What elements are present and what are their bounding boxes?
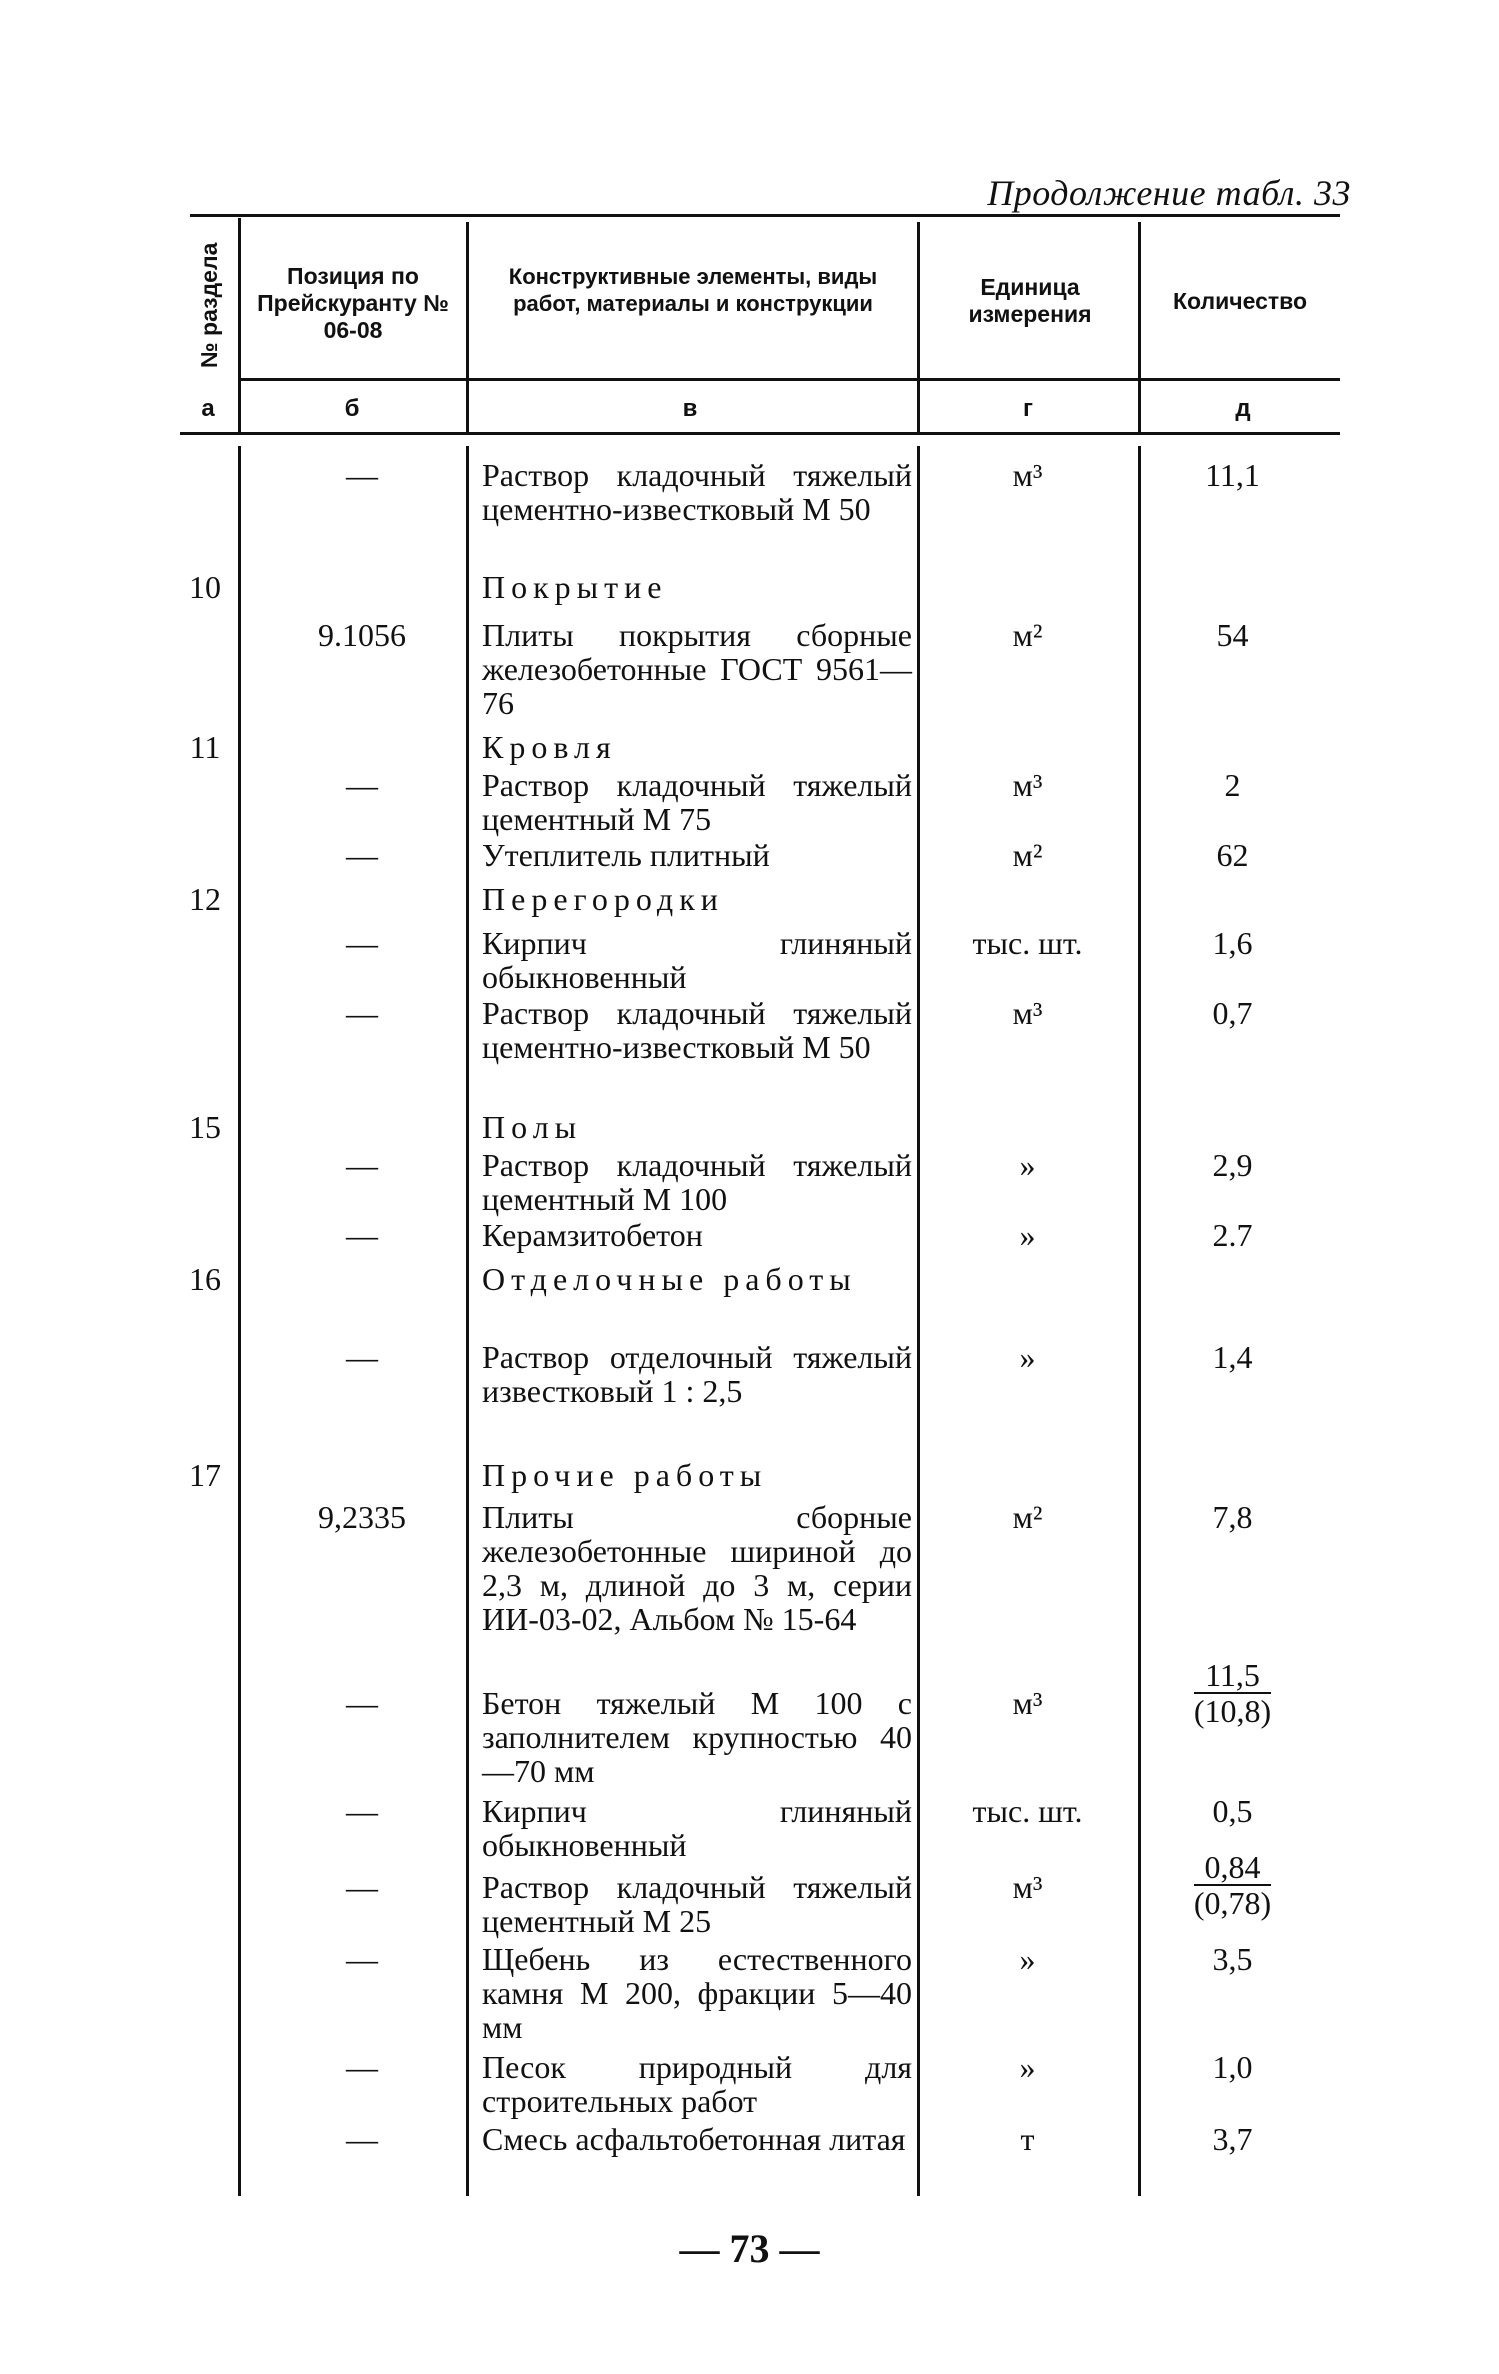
quantity: 54: [1216, 617, 1249, 653]
unit: м³: [1012, 767, 1043, 803]
unit: м³: [1012, 1869, 1043, 1905]
price-position: —: [346, 995, 378, 1031]
quantity: 3,7: [1212, 2121, 1253, 2157]
column-letter-d: г: [1023, 395, 1033, 422]
section-title: Перегородки: [482, 881, 724, 917]
quantity: 2: [1224, 767, 1241, 803]
item-description: Раствор отделочный тяжелый известковый 1 : 2,5: [482, 1339, 912, 1409]
section-title: Кровля: [482, 729, 617, 765]
section-number: 17: [189, 1457, 221, 1493]
body-divider-2: [466, 446, 469, 2196]
item-description: Раствор кладочный тяжелый цементно-известковый М 50: [482, 995, 912, 1065]
price-position: 9.1056: [318, 617, 406, 653]
quantity: 11,1: [1205, 457, 1260, 493]
quantity-numerator: 11,5: [1194, 1658, 1271, 1694]
unit: »: [1019, 2049, 1036, 2085]
section-number: 15: [189, 1109, 221, 1145]
quantity: 1,6: [1212, 925, 1253, 961]
unit: м²: [1012, 837, 1043, 873]
unit: м³: [1012, 995, 1043, 1031]
unit: м³: [1012, 1685, 1043, 1721]
body-divider-3: [917, 446, 920, 2196]
price-position: —: [346, 2121, 378, 2157]
header-quantity: Количество: [1172, 288, 1308, 314]
section-title: Отделочные работы: [482, 1261, 857, 1297]
unit: »: [1019, 1147, 1036, 1183]
item-description: Раствор кладочный тяжелый цементный М 25: [482, 1869, 912, 1939]
item-description: Плиты сборные железобетонные шириной до 2,3 м, длиной до 3 м, серии ИИ-03-02, Альбом № 15-64: [482, 1499, 912, 1637]
unit: м³: [1012, 457, 1043, 493]
item-description: Утеплитель плитный: [482, 837, 770, 873]
unit: т: [1020, 2121, 1035, 2157]
header-elements: Конструктивные элементы, виды работ, материалы и конструкции: [508, 264, 878, 316]
column-letter-b: б: [344, 395, 360, 422]
section-title: Прочие работы: [482, 1457, 768, 1493]
letters-bottom-rule: [180, 432, 1340, 435]
unit: »: [1019, 1339, 1036, 1375]
header-bottom-rule: [240, 378, 1340, 381]
quantity: 7,8: [1212, 1499, 1253, 1535]
quantity: 2,9: [1212, 1147, 1253, 1183]
quantity: 1,0: [1212, 2049, 1253, 2085]
quantity-numerator: 0,84: [1194, 1850, 1271, 1886]
item-description: Кирпич глиняный обыкновенный: [482, 1793, 912, 1863]
quantity: 0,5: [1212, 1793, 1253, 1829]
price-position: —: [346, 837, 378, 873]
body-divider-1: [238, 446, 241, 2196]
section-number: 12: [189, 881, 221, 917]
column-letter-a: а: [201, 395, 215, 422]
header-divider-2: [466, 222, 469, 432]
item-description: Раствор кладочный тяжелый цементный М 75: [482, 767, 912, 837]
quantity-denominator: (0,78): [1193, 1885, 1272, 1921]
body-divider-4: [1138, 446, 1141, 2196]
item-description: Бетон тяжелый М 100 с заполнителем крупностью 40—70 мм: [482, 1685, 912, 1789]
section-title: Покрытие: [482, 569, 668, 605]
header-divider-4: [1138, 222, 1141, 432]
unit: тыс. шт.: [972, 1793, 1083, 1829]
item-description: Раствор кладочный тяжелый цементно-известковый М 50: [482, 457, 912, 527]
quantity: 3,5: [1212, 1941, 1253, 1977]
quantity-fraction: [1194, 1850, 1271, 1920]
quantity: 0,7: [1212, 995, 1253, 1031]
unit: »: [1019, 1941, 1036, 1977]
header-section-number: № раздела: [196, 242, 222, 368]
unit: »: [1019, 1217, 1036, 1253]
price-position: —: [346, 1793, 378, 1829]
price-position: —: [346, 1339, 378, 1375]
item-description: Кирпич глиняный обыкновенный: [482, 925, 912, 995]
price-position: —: [346, 1147, 378, 1183]
price-position: —: [346, 1685, 378, 1721]
header-top-rule: [190, 214, 1340, 217]
price-position: —: [346, 2049, 378, 2085]
quantity: 1,4: [1212, 1339, 1253, 1375]
item-description: Керамзитобетон: [482, 1217, 703, 1253]
quantity: 62: [1216, 837, 1249, 873]
header-unit: Единица измерения: [968, 274, 1092, 327]
quantity-denominator: (10,8): [1193, 1693, 1272, 1729]
header-divider-3: [917, 222, 920, 432]
section-title: Полы: [482, 1109, 583, 1145]
section-number: 10: [189, 569, 221, 605]
item-description: Плиты покрытия сборные железобетонные ГОСТ 9561—76: [482, 617, 912, 721]
price-position: —: [346, 1869, 378, 1905]
header-price-position: Позиция по Прейскуранту № 06-08: [257, 263, 449, 343]
item-description: Раствор кладочный тяжелый цементный М 100: [482, 1147, 912, 1217]
quantity: [1150, 1850, 1315, 1920]
price-position: —: [346, 1217, 378, 1253]
table-caption: Продолжение табл. 33: [987, 173, 1351, 213]
item-description: Щебень из естественного камня М 200, фракции 5—40 мм: [482, 1941, 912, 2045]
quantity-fraction: [1194, 1658, 1271, 1728]
item-description: Смесь асфальтобетонная литая: [482, 2121, 906, 2157]
unit: м²: [1012, 1499, 1043, 1535]
quantity: [1150, 1658, 1315, 1728]
section-number: 16: [189, 1261, 221, 1297]
unit: тыс. шт.: [972, 925, 1083, 961]
price-position: —: [346, 767, 378, 803]
item-description: Песок природный для строительных работ: [482, 2049, 912, 2119]
price-position: —: [346, 925, 378, 961]
column-letter-e: д: [1235, 395, 1251, 422]
quantity: 2.7: [1212, 1217, 1253, 1253]
column-letter-c: в: [682, 395, 698, 422]
page-number: — 73 —: [679, 2226, 820, 2271]
price-position: —: [346, 1941, 378, 1977]
price-position: —: [346, 457, 378, 493]
section-number: 11: [189, 729, 221, 765]
unit: м²: [1012, 617, 1043, 653]
price-position: 9,2335: [318, 1499, 406, 1535]
